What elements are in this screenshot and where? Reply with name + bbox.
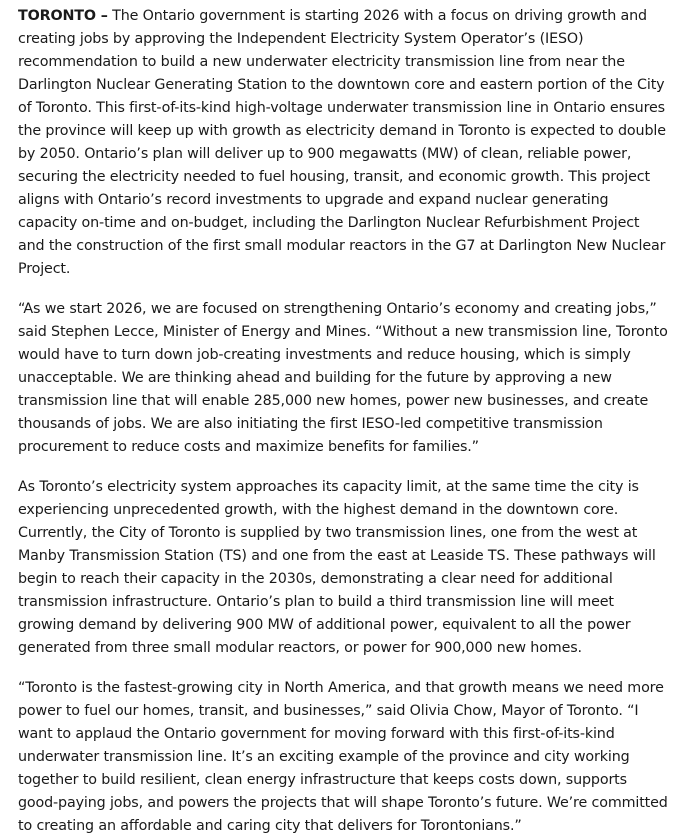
dateline: TORONTO – [18,8,108,24]
article-paragraph-4: “Toronto is the fastest-growing city in North America, and that growth means we need more power to fuel our homes, transit, and businesses,” said Olivia Chow, Mayor of Toronto. “I want to applaud the Ontario government for moving forward with this first-of-its-kind underwater transmission line. It’s an exciting example of the province and city working together to build resilient, clean energy infrastructure that keeps costs down, supports good-paying jobs, and powers the projects that will shape Toronto’s future. We’re committed to creating an affordable and caring city that delivers for Torontonians.” [18,680,668,834]
article-paragraph-2: “As we start 2026, we are focused on strengthening Ontario’s economy and creating jobs,” said Stephen Lecce, Minister of Energy and Mines. “Without a new transmission line, Toronto would have to turn down job-creating investments and reduce housing, which is simply unacceptable. We are thinking ahead and building for the future by approving a new transmission line that will enable 285,000 new homes, power new businesses, and create thousands of jobs. We are also initiating the first IESO-led competitive transmission procurement to reduce costs and maximize benefits for families.” [18,301,668,455]
article-paragraph-3: As Toronto’s electricity system approaches its capacity limit, at the same time the city is experiencing unprecedented growth, with the highest demand in the downtown core. Currently, the City of Toronto is supplied by two transmission lines, one from the west at Manby Transmission Station (TS) and one from the east at Leaside TS. These pathways will begin to reach their capacity in the 2030s, demonstrating a clear need for additional transmission infrastructure. Ontario’s plan to build a third transmission line will meet growing demand by delivering 900 MW of additional power, equivalent to all the power generated from three small modular reactors, or power for 900,000 new homes. [18,479,656,656]
article-paragraph-1 [18,5,669,281]
paragraph-1-text: The Ontario government is starting 2026 with a focus on driving growth and creating jobs by approving the Independent Electricity System Operator’s (IESO) recommendation to build a new underwater electricity transmission line from near the Darlington Nuclear Generating Station to the downtown core and eastern portion of the City of Toronto. This first-of-its-kind high-voltage underwater transmission line in Ontario ensures the province will keep up with growth as electricity demand in Toronto is expected to double by 2050. Ontario’s plan will deliver up to 900 megawatts (MW) of clean, reliable power, securing the electricity needed to fuel housing, transit, and economic growth. This project aligns with Ontario’s record investments to upgrade and expand nuclear generating capacity on-time and on-budget, including the Darlington Nuclear Refurbishment Project and the construction of the first small modular reactors in the G7 at Darlington New Nuclear Project. [18,8,666,277]
